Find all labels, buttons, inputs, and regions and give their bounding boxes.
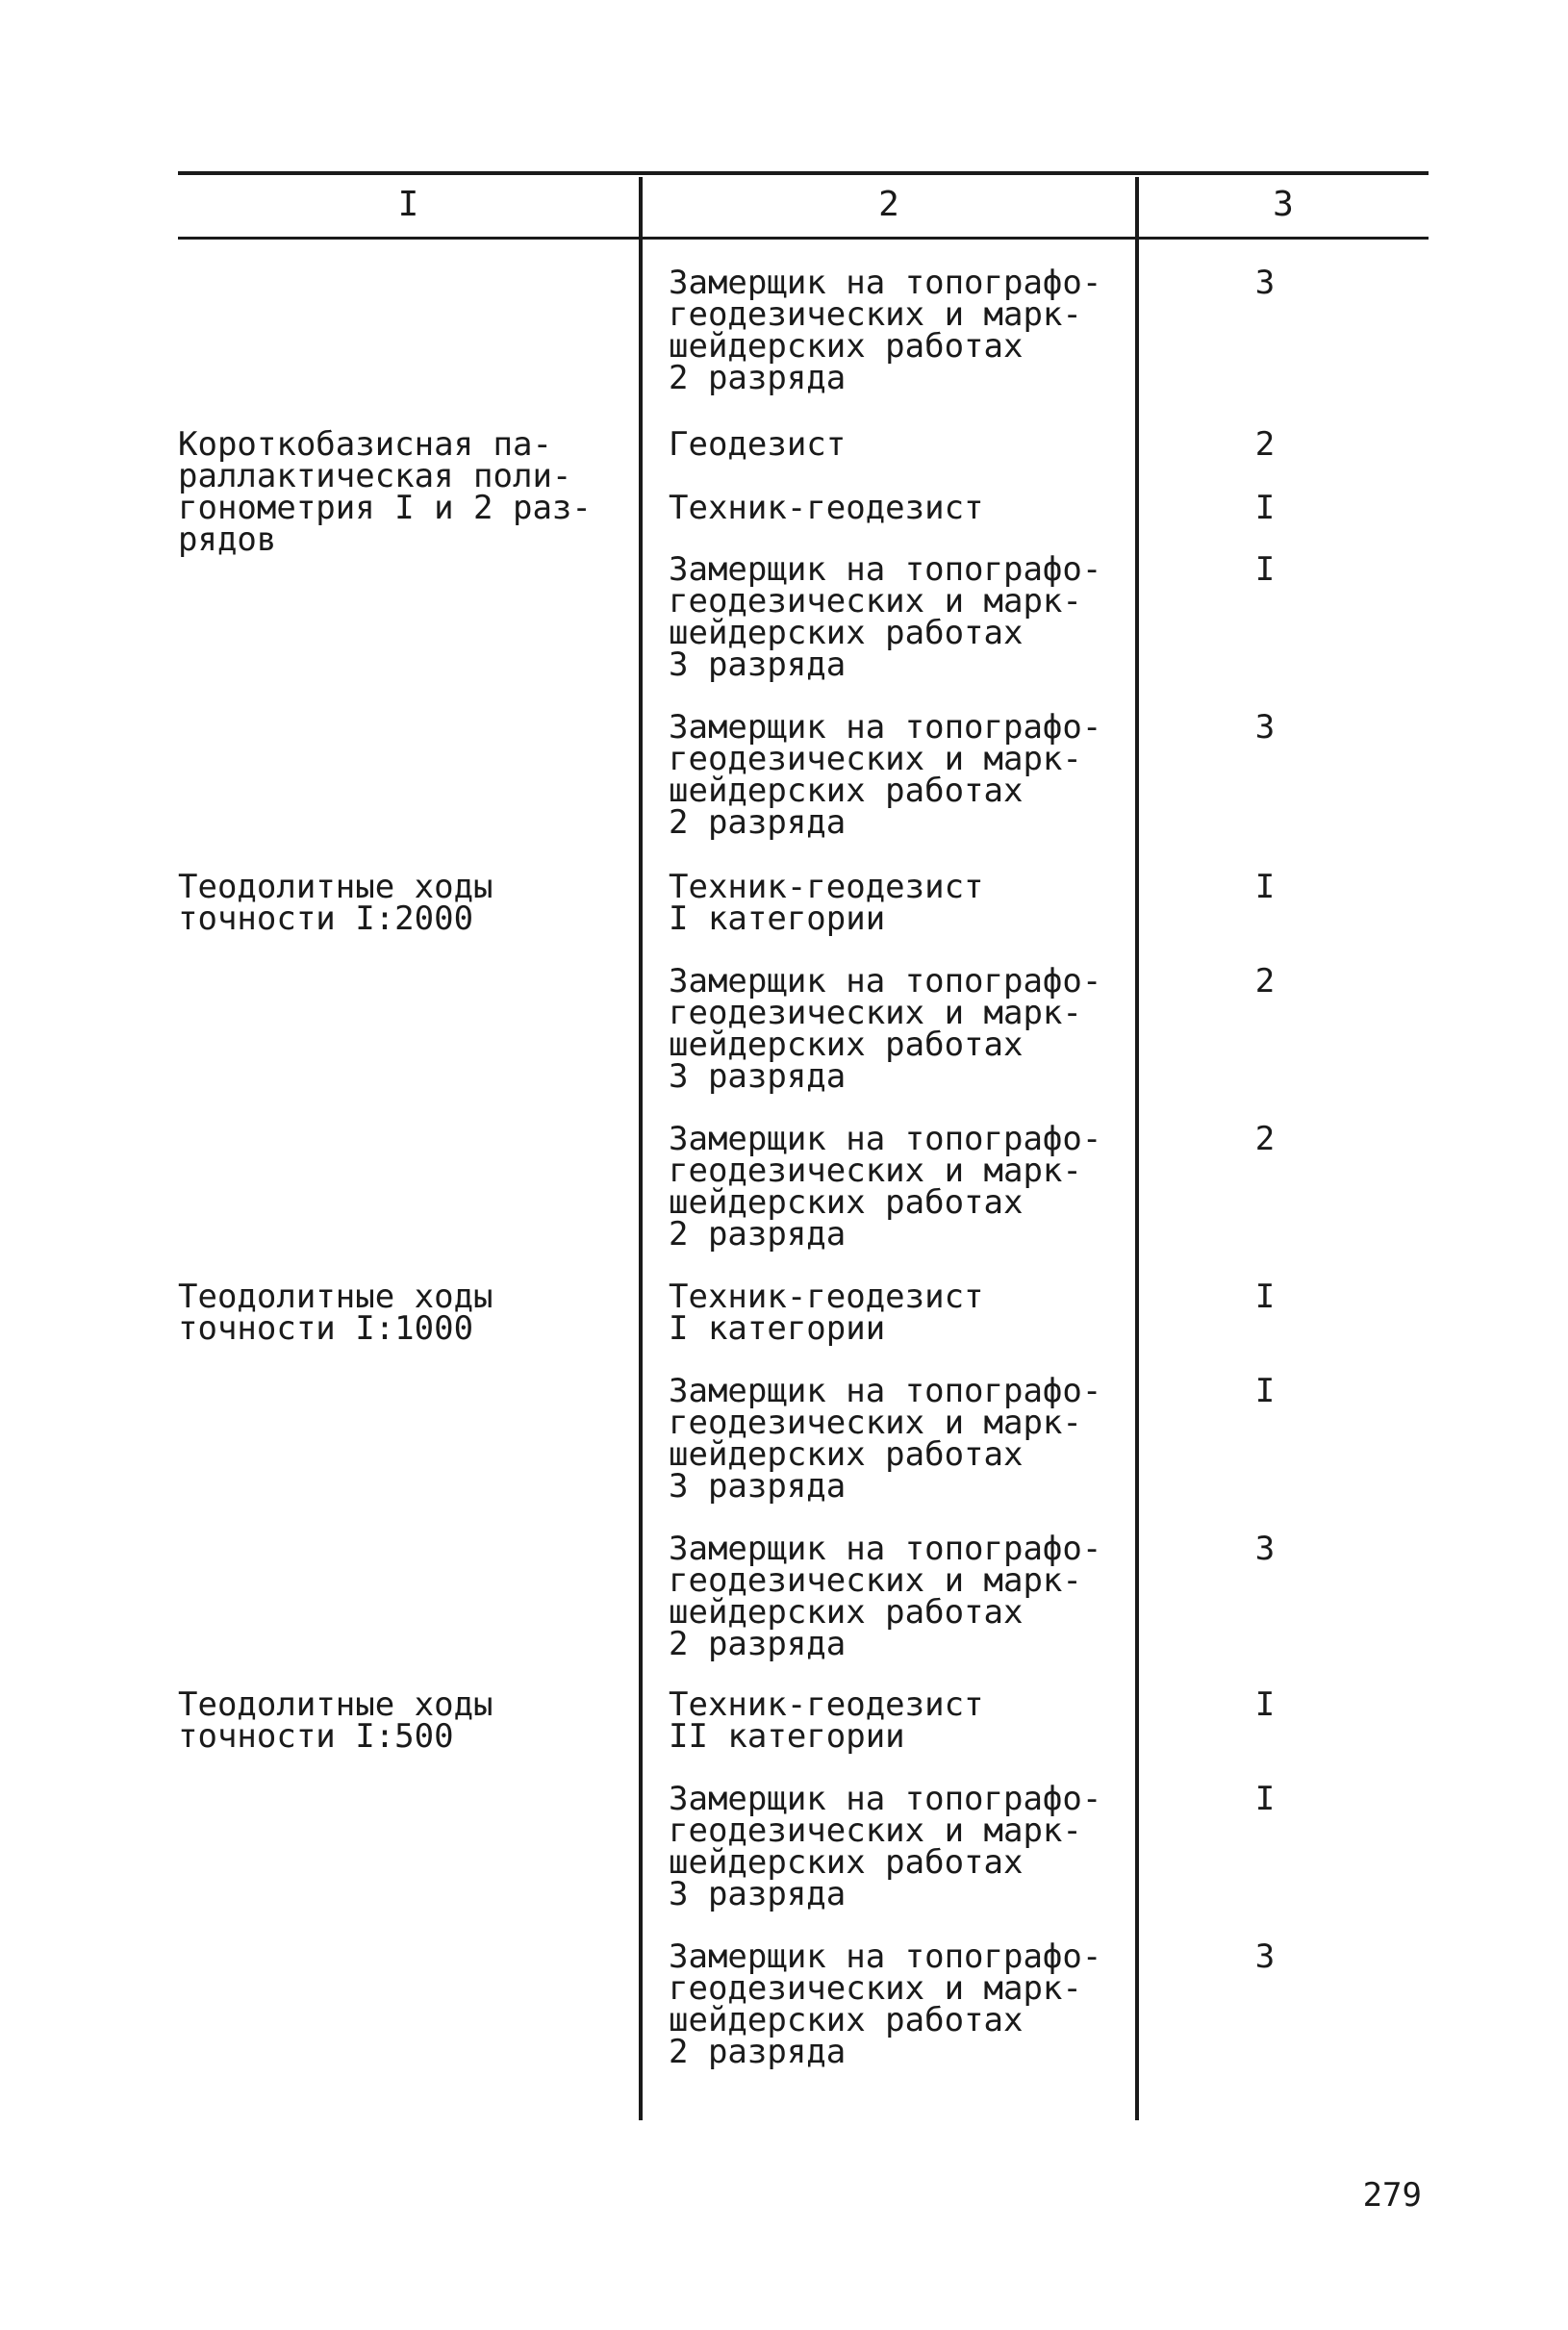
position-cell: Геодезист — [669, 425, 847, 464]
count-cell: 2 — [1254, 425, 1276, 464]
table-top-rule — [178, 171, 1429, 175]
work-type-cell: Теодолитные ходы точности I:2000 — [178, 868, 493, 938]
count-cell: I — [1254, 1372, 1276, 1410]
position-cell: Замерщик на топографо- геодезических и марк- шейдерских работах 2 разряда — [669, 264, 1102, 397]
count-cell: I — [1254, 489, 1276, 527]
position-cell: Замерщик на топографо- геодезических и марк- шейдерских работах 2 разряда — [669, 708, 1102, 842]
count-cell: I — [1254, 1780, 1276, 1818]
position-cell: Замерщик на топографо- геодезических и марк- шейдерских работах 3 разряда — [669, 962, 1102, 1096]
column-divider-1 — [639, 177, 643, 2120]
position-cell: Замерщик на топографо- геодезических и марк- шейдерских работах 2 разряда — [669, 1937, 1102, 2071]
count-cell: 3 — [1254, 1530, 1276, 1568]
work-type-cell: Короткобазисная па- раллактическая поли- гонометрия I и 2 раз- рядов — [178, 425, 592, 559]
table-header-rule — [178, 237, 1429, 240]
column-divider-2 — [1135, 177, 1139, 2120]
position-cell: Техник-геодезист I категории — [669, 868, 984, 938]
count-cell: I — [1254, 1278, 1276, 1316]
position-cell: Замерщик на топографо- геодезических и марк- шейдерских работах 2 разряда — [669, 1530, 1102, 1663]
work-type-cell: Теодолитные ходы точности I:500 — [178, 1685, 493, 1756]
page-number: 279 — [1362, 2176, 1422, 2215]
position-cell: Замерщик на топографо- геодезических и марк- шейдерских работах 3 разряда — [669, 1372, 1102, 1506]
position-cell: Замерщик на топографо- геодезических и марк- шейдерских работах 2 разряда — [669, 1120, 1102, 1254]
count-cell: 2 — [1254, 1120, 1276, 1158]
position-cell: Замерщик на топографо- геодезических и марк- шейдерских работах 3 разряда — [669, 550, 1102, 684]
count-cell: I — [1254, 1685, 1276, 1724]
column-header-2: 2 — [878, 185, 899, 224]
count-cell: 3 — [1254, 264, 1276, 302]
count-cell: I — [1254, 868, 1276, 906]
column-header-3: 3 — [1273, 185, 1294, 224]
count-cell: 3 — [1254, 1937, 1276, 1976]
position-cell: Техник-геодезист — [669, 489, 984, 527]
column-header-1: I — [397, 185, 419, 224]
work-type-cell: Теодолитные ходы точности I:1000 — [178, 1278, 493, 1348]
position-cell: Замерщик на топографо- геодезических и марк- шейдерских работах 3 разряда — [669, 1780, 1102, 1913]
count-cell: 3 — [1254, 708, 1276, 747]
position-cell: Техник-геодезист I категории — [669, 1278, 984, 1348]
count-cell: I — [1254, 550, 1276, 589]
count-cell: 2 — [1254, 962, 1276, 1000]
position-cell: Техник-геодезист II категории — [669, 1685, 984, 1756]
